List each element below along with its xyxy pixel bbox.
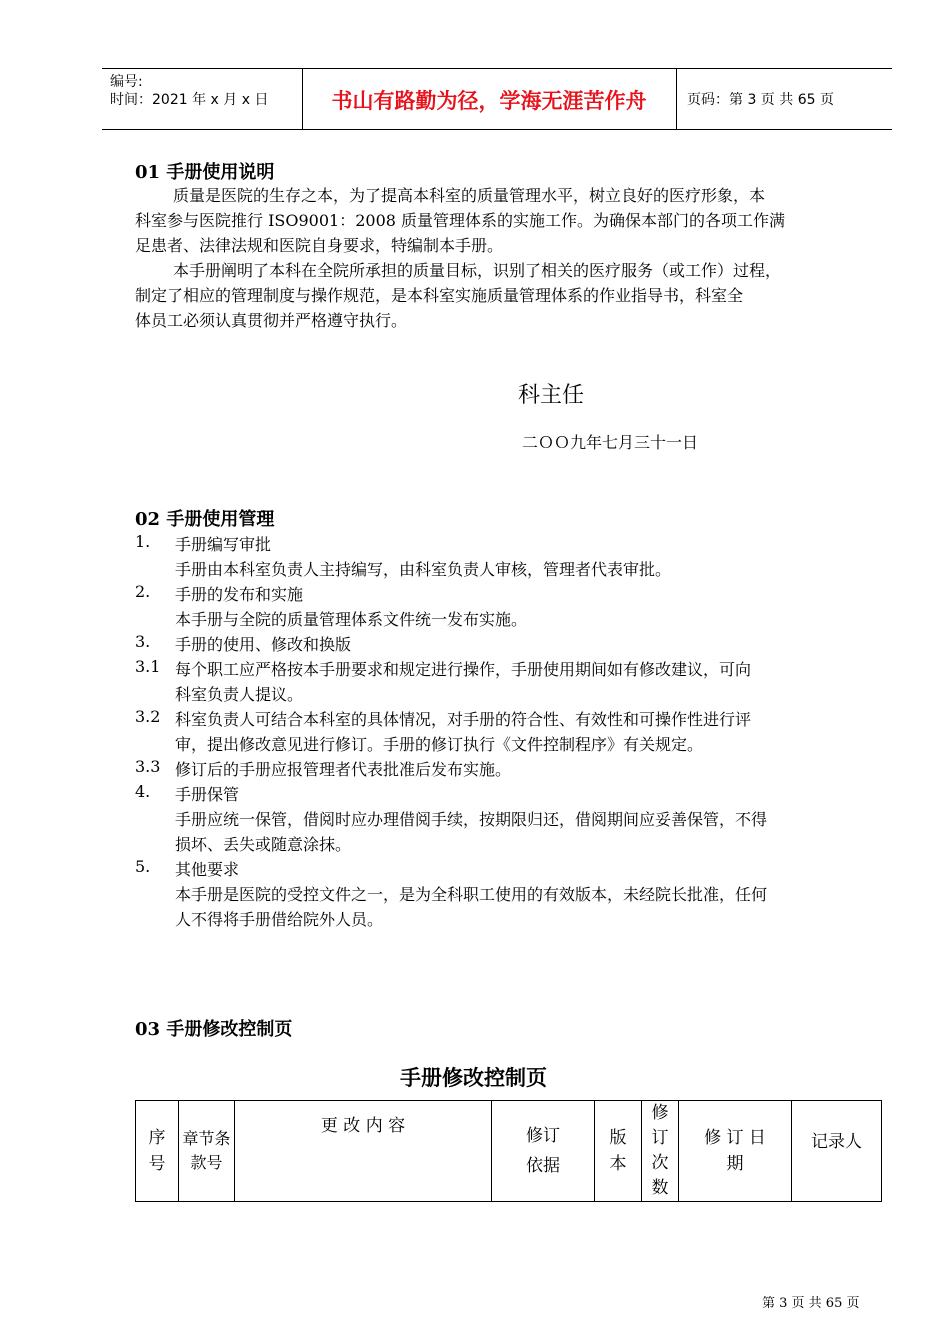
list-item-text: 每个职工应严格按本手册要求和规定进行操作，手册使用期间如有修改建议，可向 [175,660,752,679]
list-item-text: 修订后的手册应报管理者代表批准后发布实施。 [175,760,512,779]
list-item-number: 2. [135,582,151,601]
col-header: 修订依据 [492,1101,595,1202]
list-item-text: 手册应统一保管，借阅时应办理借阅手续，按期限归还，借阅期间应妥善保管，不得 [175,810,768,829]
section1-p1-line: 足患者、法律法规和医院自身要求，特编制本手册。 [135,236,504,255]
serial-label: 编号: [110,74,143,90]
list-item-number: 5. [135,857,151,876]
list-item-text: 人不得将手册借给院外人员。 [175,910,384,929]
list-item-number: 1. [135,532,151,551]
list-item-text: 手册编写审批 [175,535,272,554]
header-motto-cell [302,69,677,129]
section1-p2-line: 体员工必须认真贯彻并严格遵守执行。 [135,311,408,330]
list-item-number: 3.3 [135,757,161,776]
list-item-text: 手册保管 [175,785,240,804]
list-item-text: 手册的发布和实施 [175,585,304,604]
col-header: 修 订 日 期 [679,1101,792,1202]
col-header: 序号 [136,1101,179,1202]
footer-page-info: 第 3 页 共 65 页 [762,1296,860,1311]
section1-p1-line: 质量是医院的生存之本，为了提高本科室的质量管理水平，树立良好的医疗形象，本 [173,186,766,205]
section1-p2-line: 制定了相应的管理制度与操作规范，是本科室实施质量管理体系的作业指导书，科室全 [135,286,744,305]
section3-heading: 03 手册修改控制页 [135,1019,293,1040]
list-item-number: 4. [135,782,151,801]
col-header: 更 改 内 容 [235,1101,492,1202]
list-item-text: 手册的使用、修改和换版 [175,635,352,654]
motto: 书山有路勤为径，学海无涯苦作舟 [331,89,647,113]
time-label: 时间：2021 年 x 月 x 日 [110,92,269,108]
table-header-row [136,1101,882,1202]
col-header: 记录人 [792,1101,882,1202]
list-item-text: 损坏、丢失或随意涂抹。 [175,835,352,854]
table-title: 手册修改控制页 [400,1065,547,1090]
list-item-text: 其他要求 [175,860,240,879]
col-header: 章节条款号 [179,1101,235,1202]
signature: 科主任 [518,383,585,408]
list-item-number: 3.2 [135,707,161,726]
list-item-text: 本手册是医院的受控文件之一，是为全科职工使用的有效版本，未经院长批准，任何 [175,885,768,904]
header-meta-cell [102,69,303,129]
section2-heading: 02 手册使用管理 [135,509,275,530]
header-page-cell [677,69,892,129]
list-item-number: 3.1 [135,657,161,676]
list-item-text: 本手册与全院的质量管理体系文件统一发布实施。 [175,610,528,629]
section1-p1-line: 科室参与医院推行 ISO9001：2008 质量管理体系的实施工作。为确保本部门的各项工作满 [135,211,786,230]
list-item-text: 手册由本科室负责人主持编写，由科室负责人审核，管理者代表审批。 [175,560,672,579]
section1-p2-line: 本手册阐明了本科在全院所承担的质量目标，识别了相关的医疗服务（或工作）过程， [173,261,782,280]
col-header: 版本 [595,1101,642,1202]
revision-control-table [135,1100,882,1202]
list-item-number: 3. [135,632,151,651]
section1-heading: 01 手册使用说明 [135,162,275,183]
list-item-text: 审，提出修改意见进行修订。手册的修订执行《文件控制程序》有关规定。 [175,735,704,754]
list-item-text: 科室负责人可结合本科室的具体情况，对手册的符合性、有效性和可操作性进行评 [175,710,752,729]
header-page-info: 页码：第 3 页 共 65 页 [687,92,834,108]
list-item-text: 科室负责人提议。 [175,685,304,704]
col-header: 修订次数 [642,1101,679,1202]
signature-date: 二ＯＯ九年七月三十一日 [522,433,699,452]
document-header [102,68,892,130]
